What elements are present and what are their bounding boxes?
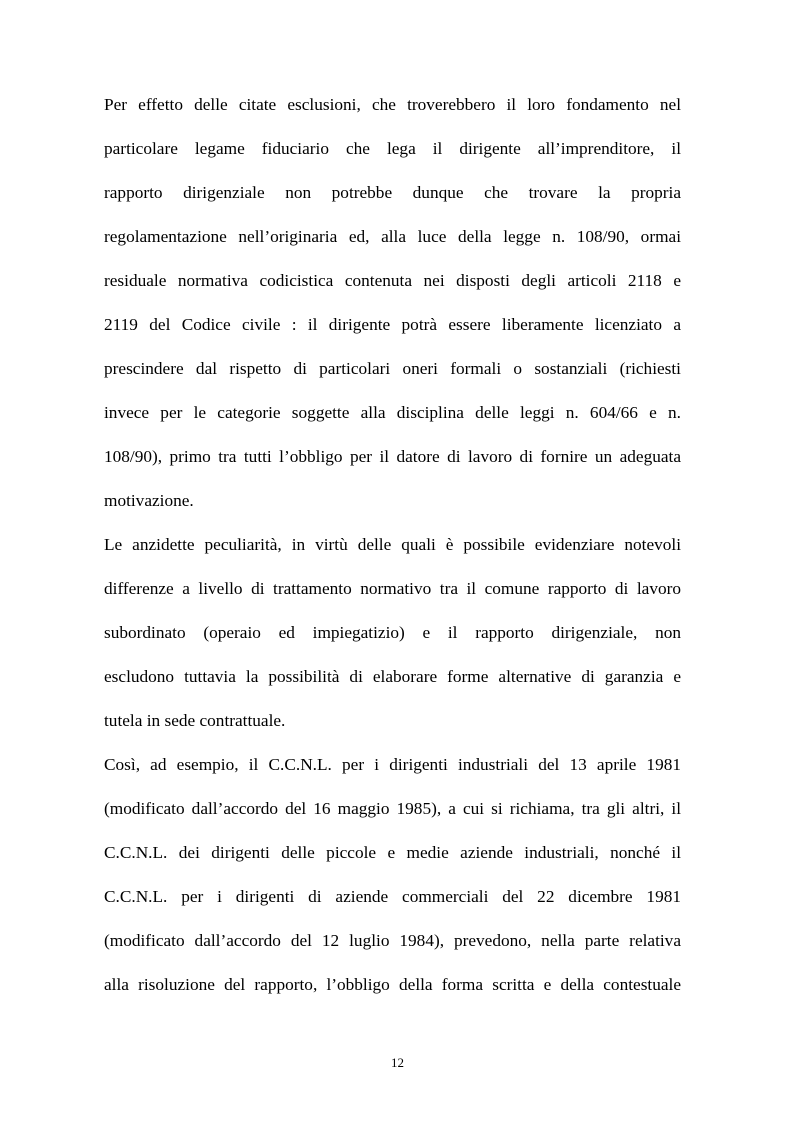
text-line: rapporto dirigenziale non potrebbe dunque che trovare la propria <box>104 183 681 202</box>
text-line: Le anzidette peculiarità, in virtù delle quali è possibile evidenziare notevoli <box>104 535 681 554</box>
page-number: 12 <box>391 1055 404 1070</box>
text-line: regolamentazione nell’originaria ed, alla luce della legge n. 108/90, ormai <box>104 227 681 246</box>
text-line: (modificato dall’accordo del 16 maggio 1985), a cui si richiama, tra gli altri, il <box>104 799 681 818</box>
text-line: alla risoluzione del rapporto, l’obbligo della forma scritta e della contestuale <box>104 975 681 994</box>
text-line: prescindere dal rispetto di particolari oneri formali o sostanziali (richiesti <box>104 359 681 378</box>
text-line: differenze a livello di trattamento normativo tra il comune rapporto di lavoro <box>104 579 681 598</box>
text-line: residuale normativa codicistica contenuta nei disposti degli articoli 2118 e <box>104 271 681 290</box>
text-line: escludono tuttavia la possibilità di elaborare forme alternative di garanzia e <box>104 667 681 686</box>
text-line: 108/90), primo tra tutti l’obbligo per il datore di lavoro di fornire un adeguata <box>104 447 681 466</box>
text-line: subordinato (operaio ed impiegatizio) e il rapporto dirigenziale, non <box>104 623 681 642</box>
text-line: Per effetto delle citate esclusioni, che troverebbero il loro fondamento nel <box>104 95 681 114</box>
text-line: tutela in sede contrattuale. <box>104 711 286 730</box>
text-line: motivazione. <box>104 491 194 510</box>
text-line: 2119 del Codice civile : il dirigente potrà essere liberamente licenziato a <box>104 315 681 334</box>
text-line: particolare legame fiduciario che lega il dirigente all’imprenditore, il <box>104 139 681 158</box>
text-line: invece per le categorie soggette alla disciplina delle leggi n. 604/66 e n. <box>104 403 681 422</box>
text-line: C.C.N.L. per i dirigenti di aziende commerciali del 22 dicembre 1981 <box>104 887 681 906</box>
text-line: (modificato dall’accordo del 12 luglio 1984), prevedono, nella parte relativa <box>104 931 681 950</box>
text-line: C.C.N.L. dei dirigenti delle piccole e medie aziende industriali, nonché il <box>104 843 681 862</box>
text-line: Così, ad esempio, il C.C.N.L. per i dirigenti industriali del 13 aprile 1981 <box>104 755 681 774</box>
